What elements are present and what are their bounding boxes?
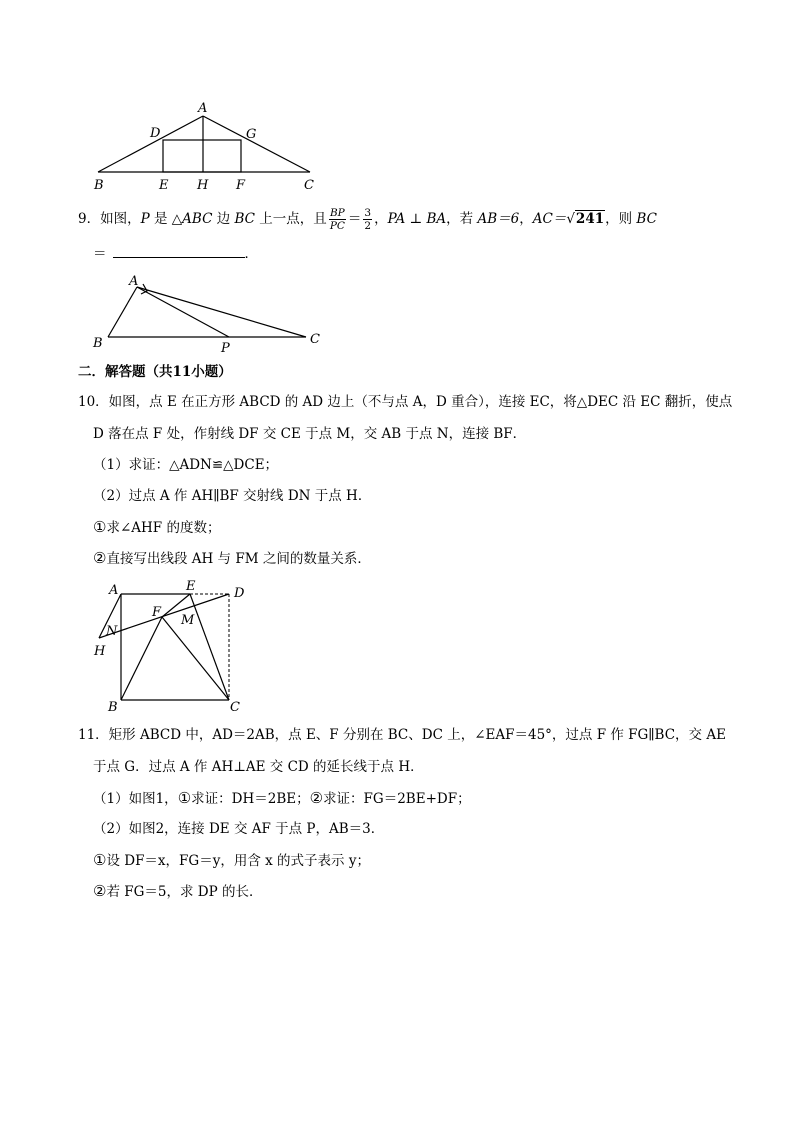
label-a: A [129,274,139,289]
q9-line1 [78,207,657,232]
q11-part1-2-text: 求证：FG＝2BE+DF； [323,791,471,807]
segment-fc [162,617,229,700]
circled-number: ② [93,549,107,567]
side-ab [108,287,137,337]
q9-text: ，若 [446,211,478,227]
q9-text: ， [374,211,388,227]
q9-var: BC [636,211,657,227]
circled-number: ① [93,518,107,536]
circled-number: ① [93,851,107,869]
label-e: E [186,579,196,594]
label-n: N [106,624,118,639]
figure-square-fold [88,576,258,716]
fraction-numerator: BP [329,207,345,219]
q9-fraction-3-2 [363,207,372,232]
fraction-numerator: 3 [364,207,372,219]
q10-part2-2 [93,548,371,569]
q9-text: 边 [212,211,235,227]
q9-equals: ＝ [93,246,107,262]
q9-text: 如图， [100,211,141,227]
section-title: 二．解答题（共11小题） [78,364,232,380]
label-e: E [159,178,169,193]
label-f: F [152,605,162,620]
q10-line1: 10．如图，点 E 在正方形 ABCD 的 AD 边上（不与点 A，D 重合），连接 EC，将△DEC 沿 EC 翻折，使点 [78,394,733,410]
q11-line1: 11．矩形 ABCD 中，AD＝2AB，点 E、F 分别在 BC、DC 上，∠EAF＝45°，过点 F 作 FG∥BC，交 AE [78,727,726,743]
q10-part2-1-text: 求∠AHF 的度数； [106,520,221,536]
q9-var: P [140,211,150,227]
label-m: M [181,613,195,628]
q9-text: 是 △ [149,211,183,227]
fraction-denominator: PC [329,220,345,232]
q11-line2: 于点 G．过点 A 作 AH⊥AE 交 CD 的延长线于点 H． [93,759,424,775]
q9-text: ， [519,211,533,227]
side-ac [137,287,306,337]
q10-part2-1 [93,517,220,538]
label-b: B [108,700,118,715]
q10-part2-2-text: 直接写出线段 AH 与 FM 之间的数量关系． [106,551,371,567]
label-g: G [246,127,257,142]
sqrt-radicand: 241 [575,211,605,227]
ray-dh [99,594,229,638]
side-ab [98,116,203,172]
q9-equals: ＝ [347,211,362,227]
circled-number: ① [177,789,192,807]
q9-ac-value: AC＝ [532,211,567,227]
q9-text: ，则 [605,211,637,227]
q11-part2-2 [93,881,262,902]
q9-answer-blank[interactable] [113,245,245,258]
label-b: B [94,178,104,193]
figure-triangle-abc-p [88,270,328,356]
side-ac [203,116,310,172]
label-h: H [197,178,209,193]
label-d: D [150,126,161,141]
circled-number: ② [93,882,107,900]
segment-ec [190,594,229,700]
q9-number: 9． [78,211,101,227]
rectangle-defg [163,140,241,172]
label-p: P [221,341,230,356]
q9-var: ABC [182,211,213,227]
label-d: D [234,586,245,601]
q10-line2: D 落在点 F 处，作射线 DF 交 CE 于点 M，交 AB 于点 N，连接 BF． [93,426,527,442]
q10-part2: （2）过点 A 作 AH∥BF 交射线 DN 于点 H． [93,488,372,504]
q11-part2-1 [93,850,370,871]
segment-bf [121,617,162,700]
q9-var: BC [234,211,256,227]
q9-period: ． [244,246,258,262]
q11-part2-1-text: 设 DF＝x，FG＝y，用含 x 的式子表示 y； [106,853,370,869]
q9-line2 [93,244,258,264]
q11-part1-label: （1）如图1， [93,791,178,807]
label-h: H [94,644,106,659]
q11-part2: （2）如图2，连接 DE 交 AF 于点 P，AB＝3． [93,821,385,837]
label-b: B [93,336,103,351]
q9-fraction-bp-pc [329,207,346,232]
figure-triangle-rectangle [88,96,328,196]
q10-part1: （1）求证：△ADN≌△DCE； [93,457,279,473]
q9-text: 上一点，且 [255,211,327,227]
segment-ap [137,287,229,337]
q9-perp: PA ⊥ BA [387,211,447,227]
q11-part2-2-text: 若 FG＝5，求 DP 的长． [106,884,263,900]
label-c: C [310,332,320,347]
label-c: C [230,700,240,715]
fraction-denominator: 2 [364,220,372,232]
circled-number: ② [309,789,324,807]
q11-part1 [93,788,471,809]
q11-part1-1-text: 求证：DH＝2BE； [191,791,310,807]
label-f: F [236,178,246,193]
label-a: A [109,583,119,598]
q9-ab-value: AB＝6 [477,211,520,227]
label-a: A [198,101,208,116]
label-c: C [304,178,314,193]
q9-sqrt: √241 [566,211,605,227]
